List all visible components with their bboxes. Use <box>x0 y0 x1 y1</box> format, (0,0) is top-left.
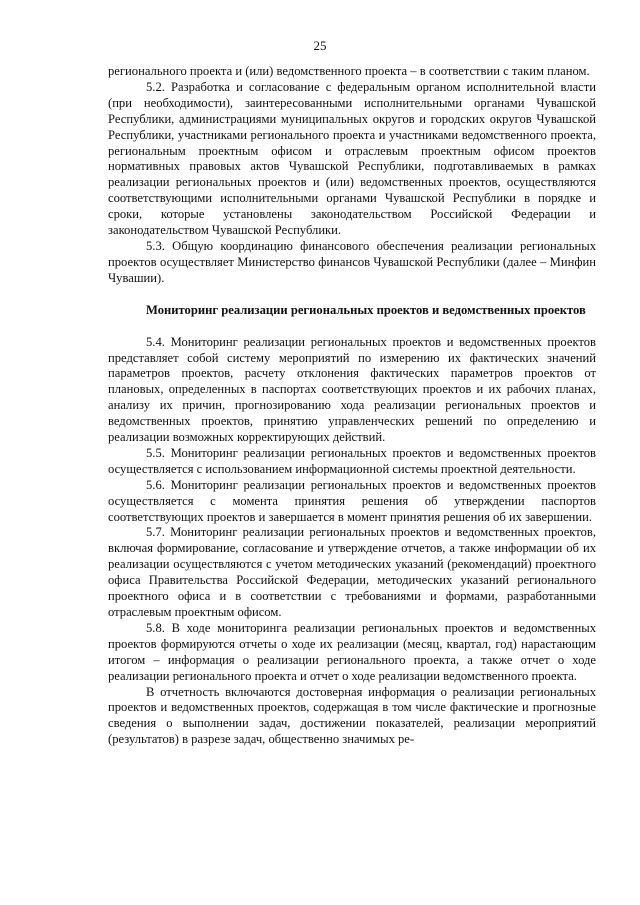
paragraph-5-6: 5.6. Мониторинг реализации региональных проектов и ведомственных проектов осуществляется с момента принятия решения об утверждении паспортов соответствующих проектов и завершается в момент принятия решения об их завершении. <box>108 477 596 524</box>
section-heading: Мониторинг реализации региональных проектов и ведомственных проектов <box>146 302 586 317</box>
paragraph-5-7: 5.7. Мониторинг реализации региональных проектов и ведомственных проектов, включая формирование, согласование и утверждение отчетов, а также информации об их реализации осуществляются с учетом методических указаний (рекомендаций) проектного офиса Правительства Российской Федерации, методических указаний регионального проектного офиса и в соответствии с требованиями и формами, разработанными отраслевым проектным офисом. <box>108 525 596 619</box>
paragraph-5-8: 5.8. В ходе мониторинга реализации региональных проектов и ведомственных проектов формируются отчеты о ходе их реализации (месяц, квартал, год) нарастающим итогом – информация о реализации регионального проекта, а также отчет о ходе реализации регионального проекта и отчет о ходе реализации ведомственного проекта. <box>108 620 596 683</box>
page-number: 25 <box>313 38 327 53</box>
paragraph-5-3: 5.3. Общую координацию финансового обеспечения реализации региональных проектов осуществляет Министерство финансов Чувашской Республики (далее – Минфин Чувашии). <box>108 238 596 285</box>
paragraph-5-5: 5.5. Мониторинг реализации региональных проектов и ведомственных проектов осуществляется с использованием информационной системы проектной деятельности. <box>108 445 596 476</box>
paragraph-5-2: 5.2. Разработка и согласование с федеральным органом исполнительной власти (при необходимости), заинтересованными исполнительными органами Чувашской Республики, администрациями муниципальных округов и городских округов Чувашской Республики, участниками регионального проекта и участниками ведомственного проекта, региональным проектным офисом и отраслевым проектным офисом проектов нормативных правовых актов Чувашской Республики, подготавливаемых в рамках реализации региональных проектов и (или) ведомственных проектов, осуществляются соответствующими исполнительными органами Чувашской Республики в порядке и сроки, которые установлены законодательством Российской Федерации и законодательством Чувашской Республики. <box>108 79 596 238</box>
document-body <box>108 64 596 748</box>
paragraph-reporting: В отчетность включаются достоверная информация о реализации региональных проектов и ведомственных проектов, содержащая в том числе фактические и прогнозные сведения о выполнении задач, достижении показателей, реализации мероприятий (результатов) в разрезе задач, общественно значимых ре- <box>108 684 596 747</box>
paragraph-continuation: регионального проекта и (или) ведомственного проекта – в соответствии с таким планом. <box>108 64 590 78</box>
paragraph-5-4: 5.4. Мониторинг реализации региональных проектов и ведомственных проектов представляет собой систему мероприятий по измерению их фактических значений параметров проектов, расчету отклонения фактических параметров проектов от плановых, определенных в паспортах соответствующих проектов и их рабочих планах, анализу их причин, прогнозированию хода реализации региональных проектов и ведомственных проектов, принятию управленческих решений по определению и реализации возможных корректирующих действий. <box>108 334 596 445</box>
